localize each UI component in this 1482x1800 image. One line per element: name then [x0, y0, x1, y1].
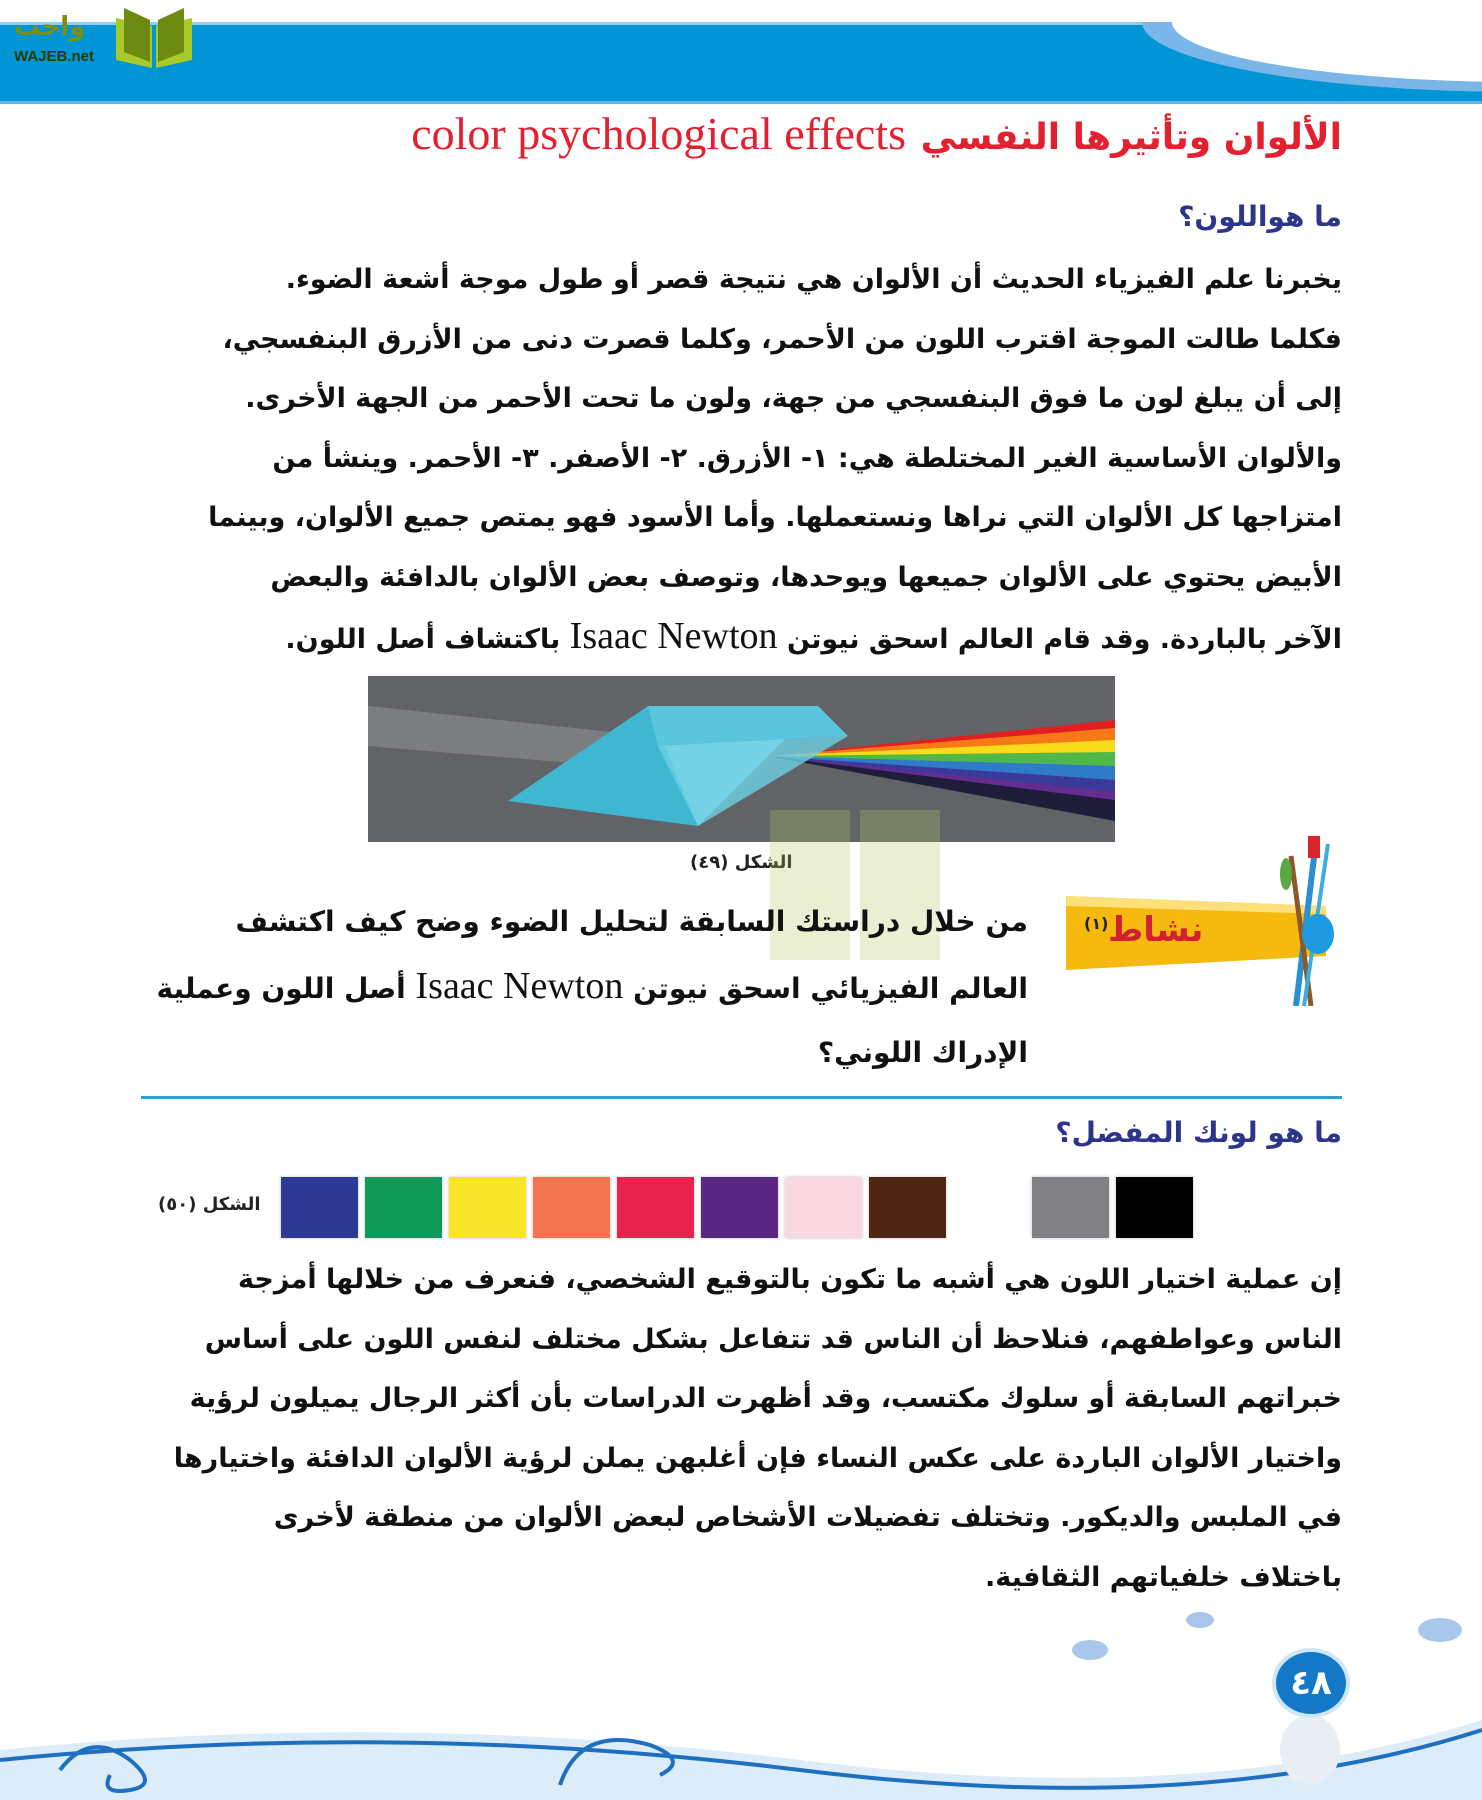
- page-title: [411, 106, 1342, 160]
- color-swatch: [701, 1177, 778, 1238]
- wajeb-logo[interactable]: [6, 4, 191, 70]
- figure49-caption: الشكل (٤٩): [690, 852, 793, 873]
- line-text: الآخر بالباردة. وقد قام العالم اسحق نيوتن: [786, 624, 1342, 655]
- line-text: باكتشاف أصل اللون.: [285, 624, 561, 655]
- title-arabic: الألوان وتأثيرها النفسي: [920, 117, 1342, 158]
- color-swatch: [1116, 1177, 1193, 1238]
- section-heading-favorite-color: ما هو لونك المفضل؟: [1055, 1116, 1342, 1149]
- paragraph-line: فكلما طالت الموجة اقترب اللون من الأحمر، وكلما قصرت دنى من الأزرق البنفسجي،: [222, 323, 1342, 355]
- activity-line: الإدراك اللوني؟: [817, 1036, 1028, 1069]
- paragraph-line: الناس وعواطفهم، فنلاحظ أن الناس قد تتفاعل بشكل مختلف لنفس اللون على أساس: [204, 1323, 1342, 1355]
- paragraph-line: إلى أن يبلغ لون ما فوق البنفسجي من جهة، ولون ما تحت الأحمر من الجهة الأخرى.: [245, 383, 1342, 414]
- color-swatch: [449, 1177, 526, 1238]
- activity-number: (١): [1084, 914, 1109, 933]
- paragraph-line: في الملبس والديكور. وتختلف تفضيلات الأشخاص لبعض الألوان من منطقة لأخرى: [273, 1502, 1342, 1533]
- paragraph-line: والألوان الأساسية الغير المختلطة هي: ١- الأزرق. ٢- الأصفر. ٣- الأحمر. وينشأ من: [272, 442, 1342, 474]
- paragraph-line: إن عملية اختيار اللون هي أشبه ما تكون بالتوقيع الشخصي، فنعرف من خلالها أمزجة: [238, 1264, 1342, 1295]
- paragraph-line: [141, 607, 1342, 670]
- activity-question: [141, 890, 1028, 1085]
- line-text: أصل اللون وعملية: [156, 972, 406, 1005]
- color-swatch: [617, 1177, 694, 1238]
- activity-line: من خلال دراستك السابقة لتحليل الضوء وضح كيف اكتشف: [235, 905, 1028, 938]
- activity-banner: [1066, 836, 1346, 1006]
- paragraph-line: باختلاف خلفياتهم الثقافية.: [985, 1561, 1342, 1593]
- section-divider: [141, 1096, 1342, 1099]
- color-swatch: [533, 1177, 610, 1238]
- color-swatches: [281, 1177, 1193, 1238]
- newton-name: Isaac Newton: [569, 615, 778, 657]
- logo-latin: WAJEB.net: [14, 48, 95, 65]
- color-swatch: [869, 1177, 946, 1238]
- paragraph-line: الأبيض يحتوي على الألوان جميعها ويوحدها، وتوصف بعض الألوان بالدافئة والبعض: [270, 561, 1342, 593]
- book-icon: [114, 8, 194, 68]
- paragraph-line: خبراتهم السابقة أو سلوك مكتسب، وقد أظهرت الدراسات بأن أكثر الرجال يميلون لرؤية: [189, 1383, 1342, 1414]
- figure50-caption: الشكل (٥٠): [158, 1194, 261, 1215]
- paragraph-line: واختيار الألوان الباردة على عكس النساء فإن أغلبهن يملن لرؤية الألوان الدافئة واختيارها: [173, 1442, 1342, 1474]
- activity-line: [141, 954, 1028, 1021]
- footer-decoration: [0, 1600, 1482, 1800]
- page-number: ٤٨: [1272, 1648, 1350, 1718]
- color-swatch: [281, 1177, 358, 1238]
- activity-label: نشاط: [1108, 910, 1204, 950]
- paragraph-line: امتزاجها كل الألوان التي نراها ونستعملها. وأما الأسود فهو يمتص جميع الألوان، وبينما: [208, 502, 1342, 533]
- newton-name: Isaac Newton: [415, 965, 624, 1007]
- line-text: العالم الفيزيائي اسحق نيوتن: [633, 972, 1028, 1005]
- section2-paragraph: [141, 1250, 1342, 1607]
- logo-arabic: واجب: [14, 12, 86, 42]
- section-heading-what-is-color: ما هواللون؟: [1178, 200, 1342, 233]
- color-swatch: [365, 1177, 442, 1238]
- prism-figure: [368, 676, 1115, 842]
- color-swatch: [785, 1177, 862, 1238]
- paragraph-line: يخبرنا علم الفيزياء الحديث أن الألوان هي نتيجة قصر أو طول موجة أشعة الضوء.: [285, 264, 1342, 295]
- color-swatch: [1032, 1177, 1109, 1238]
- section1-paragraph: [141, 250, 1342, 670]
- title-english: color psychological effects: [411, 108, 906, 159]
